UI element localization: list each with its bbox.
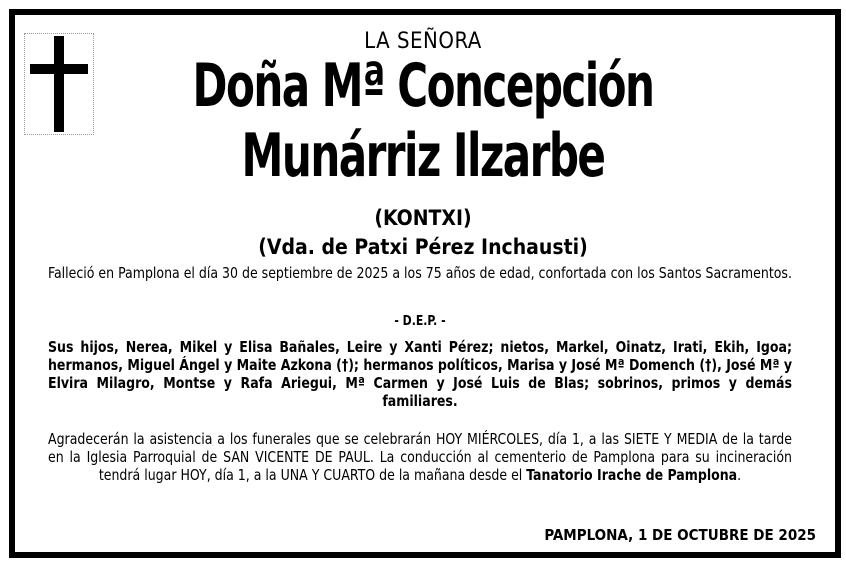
cross-horizontal-bar [30,64,88,74]
family-list: Sus hijos, Nerea, Mikel y Elisa Bañales, Leire y Xanti Pérez; nietos, Markel, Oinatz, Irati, Ekih, Igoa; hermanos, Miguel Ángel y Maite Azkona (†); hermanos políticos, Marisa y José Mª Domench (†), José Mª y Elvira Milagro, Montse y Rafa Ariegui, Mª Carmen y José Luis de Blas; sobrinos, primos y demás familiares. [48,338,792,410]
death-notice: Falleció en Pamplona el día 30 de septiembre de 2025 a los 75 años de edad, confortada con los Santos Sacramentos. [48,264,792,282]
widow-of: (Vda. de Patxi Pérez Inchausti) [258,235,588,259]
funeral-text: Agradecerán la asistencia a los funerales que se celebrarán HOY MIÉRCOLES, día 1, a las SIETE Y MEDIA de la tarde en la Iglesia Parroquial de SAN VICENTE DE PAUL. La conducción al cementerio de Pamplona para su incineración tendrá lugar HOY, día 1, a la UNA Y CUARTO de la mañana desde el [48,430,792,484]
funeral-end: . [737,466,742,484]
place-date-footer: PAMPLONA, 1 DE OCTUBRE DE 2025 [544,526,816,544]
deceased-name-line2: Munárriz Ilzarbe [241,121,605,191]
funeral-place: Tanatorio Irache de Pamplona [526,466,738,484]
deceased-nickname: (KONTXI) [374,206,472,230]
deceased-name-line1: Doña Mª Concepción [192,51,654,121]
rip-label: - D.E.P. - [394,314,446,329]
funeral-details [48,430,792,484]
honorific-title: LA SEÑORA [364,29,482,54]
